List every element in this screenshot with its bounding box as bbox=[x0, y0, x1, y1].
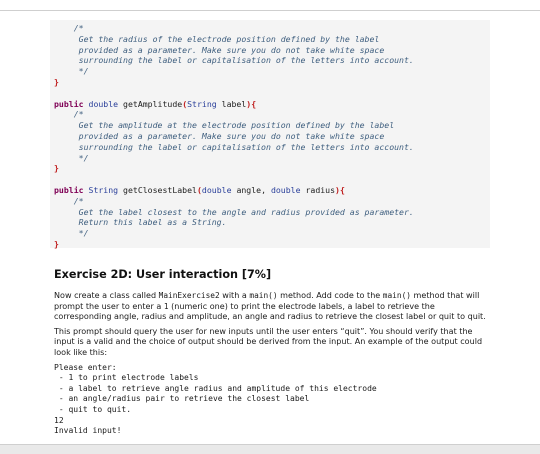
code-comment-line: provided as a parameter. Make sure you do not take white space bbox=[78, 44, 385, 55]
code-close-brace: } bbox=[54, 238, 59, 249]
code-close-brace: } bbox=[54, 163, 59, 174]
code-comment-line: Return this label as a String. bbox=[78, 217, 227, 228]
code-comment-close: */ bbox=[78, 66, 89, 77]
class-name-code: MainExercise2 bbox=[158, 291, 220, 300]
main-method-code: main() bbox=[382, 291, 411, 300]
sample-output-line: - an angle/radius pair to retrieve the closest label bbox=[54, 394, 310, 404]
page-top-edge bbox=[0, 0, 540, 11]
code-listing bbox=[50, 20, 490, 248]
exercise-paragraph-2: This prompt should query the user for new inputs until the user enters “quit”. You should verify that the input is a valid and the choice of output should be derived from the input. An example of the output could look like this: bbox=[54, 326, 483, 357]
code-comment-line: Get the label closest to the angle and radius provided as parameter. bbox=[78, 206, 414, 217]
code-comment-open: /* bbox=[73, 23, 84, 33]
code-close-brace: } bbox=[54, 76, 59, 87]
code-comment-line: surrounding the label or capitalisation of the letters into account. bbox=[78, 55, 414, 66]
sample-output-line: - a label to retrieve angle radius and amplitude of this electrode bbox=[54, 383, 377, 393]
code-comment-line: provided as a parameter. Make sure you do not take white space bbox=[78, 130, 385, 141]
sample-output-line: Please enter: bbox=[54, 362, 117, 372]
sample-output-line: - 1 to print electrode labels bbox=[54, 373, 199, 383]
exercise-section bbox=[54, 268, 494, 437]
exercise-heading: Exercise 2D: User interaction [7%] bbox=[54, 268, 272, 281]
numeric-one-code: 1 bbox=[163, 301, 169, 311]
method-signature-getclosestlabel: public String getClosestLabel(double angle, double radius){ bbox=[54, 184, 345, 195]
code-comment-close: */ bbox=[78, 152, 89, 163]
code-comment-open: /* bbox=[73, 195, 84, 206]
sample-output-line: - quit to quit. bbox=[54, 404, 132, 414]
sample-output-line: 12 bbox=[54, 415, 64, 425]
code-comment-close: */ bbox=[78, 228, 89, 239]
code-comment-line: Get the amplitude at the electrode position defined by the label bbox=[78, 120, 395, 131]
code-comment-line: surrounding the label or capitalisation of the letters into account. bbox=[78, 141, 414, 152]
sample-output bbox=[54, 363, 494, 437]
method-signature-getamplitude: public double getAmplitude(String label){ bbox=[54, 98, 257, 109]
code-comment-line: Get the radius of the electrode position defined by the label bbox=[78, 33, 380, 44]
sample-output-line: Invalid input! bbox=[54, 426, 122, 436]
code-comment-open: /* bbox=[73, 109, 84, 120]
exercise-paragraph-1: Now create a class called MainExercise2 with a main() method. Add code to the main() method that will prompt the user to enter a 1 (numeric one) to print the electrode labels, a label to retrieve the corresponding angle, radius and amplitude, an angle and radius to retrieve the closest label or quit to quit. bbox=[54, 291, 486, 322]
main-method-code: main() bbox=[249, 291, 278, 300]
